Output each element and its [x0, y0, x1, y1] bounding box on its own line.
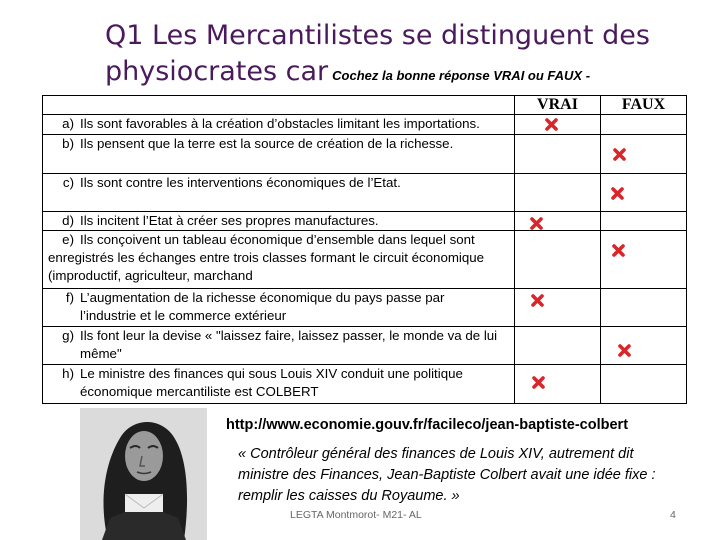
- question-line: [48, 365, 510, 383]
- question-text: Ils pensent que la terre est la source de création de la richesse.: [80, 135, 454, 151]
- table-row: [43, 115, 687, 135]
- footer-text: LEGTA Montmorot- M21- AL: [290, 509, 422, 521]
- question-cell: [43, 288, 515, 326]
- cross-mark-icon: [531, 294, 544, 307]
- question-line: [48, 327, 510, 345]
- instruction-text: Cochez la bonne réponse VRAI ou FAUX -: [332, 68, 591, 83]
- faux-cell[interactable]: [601, 288, 687, 326]
- vrai-cell[interactable]: [515, 173, 601, 211]
- question-cell: [43, 134, 515, 173]
- question-cell: [43, 173, 515, 211]
- source-url[interactable]: http://www.economie.gouv.fr/facileco/jean-baptiste-colbert: [226, 417, 629, 433]
- cross-mark-icon: [530, 217, 543, 230]
- question-line: même": [80, 345, 122, 361]
- question-line: [48, 231, 510, 249]
- header-faux: FAUX: [601, 96, 687, 115]
- question-cell: [43, 231, 515, 289]
- table-row: [43, 134, 687, 173]
- question-text: Le ministre des finances qui sous Louis XIV conduit une politique: [80, 365, 463, 381]
- vrai-cell[interactable]: [515, 364, 601, 403]
- question-line: [48, 289, 510, 307]
- vrai-cell[interactable]: [515, 326, 601, 364]
- question-cell: [43, 211, 515, 231]
- title-line-1: Q1 Les Mercantilistes se distinguent des: [105, 20, 650, 51]
- question-letter: f): [65, 289, 74, 305]
- question-letter: e): [62, 232, 74, 248]
- question-line: [48, 212, 510, 230]
- question-text: Ils sont favorables à la création d’obstacles limitant les importations.: [80, 116, 480, 131]
- question-cell: [43, 115, 515, 135]
- table-header-row: [43, 96, 687, 115]
- portrait-image: [80, 408, 207, 540]
- question-line: [48, 135, 510, 153]
- slide-title: [105, 18, 705, 94]
- table-row: [43, 231, 687, 289]
- question-cell: [43, 326, 515, 364]
- cross-mark-icon: [545, 118, 558, 131]
- question-text: Ils font leur la devise « "laissez faire, laissez passer, le monde va de lui: [80, 327, 498, 343]
- vrai-cell[interactable]: [515, 134, 601, 173]
- table-row: [43, 364, 687, 403]
- question-letter: g): [62, 327, 74, 343]
- title-line-2-text: physiocrates car: [105, 56, 329, 87]
- question-letter: c): [62, 174, 74, 190]
- question-letter: b): [62, 135, 74, 151]
- question-cell: [43, 364, 515, 403]
- page-number: 4: [670, 509, 676, 521]
- vrai-cell[interactable]: [515, 211, 601, 231]
- faux-cell[interactable]: [601, 326, 687, 364]
- header-question: [43, 96, 515, 115]
- question-line: économique mercantiliste est COLBERT: [80, 383, 319, 399]
- question-text: Ils sont contre les interventions économiques de l’Etat.: [80, 174, 401, 190]
- cross-mark-icon: [613, 148, 626, 161]
- table-row: [43, 173, 687, 211]
- vrai-cell[interactable]: [515, 288, 601, 326]
- cross-mark-icon: [532, 376, 545, 389]
- header-vrai: VRAI: [515, 96, 601, 115]
- table-row: [43, 288, 687, 326]
- title-line-2: [105, 54, 705, 94]
- vrai-cell[interactable]: [515, 115, 601, 135]
- colbert-portrait: [80, 408, 207, 540]
- question-table: [42, 95, 687, 404]
- cross-mark-icon: [612, 244, 625, 257]
- faux-cell[interactable]: [601, 364, 687, 403]
- question-line: enregistrés les échanges entre trois classes formant le circuit économique: [48, 250, 485, 266]
- faux-cell[interactable]: [601, 173, 687, 211]
- cross-mark-icon: [618, 344, 631, 357]
- question-letter: a): [62, 116, 74, 131]
- faux-cell[interactable]: [601, 134, 687, 173]
- question-text: L’augmentation de la richesse économique du pays passe par: [80, 289, 445, 305]
- colbert-quote: « Contrôleur général des finances de Louis XIV, autrement dit ministre des Finances, Jean-Baptiste Colbert avait une idée fixe : remplir les caisses du Royaume. »: [238, 446, 656, 504]
- question-line: [48, 115, 510, 133]
- question-text: Ils conçoivent un tableau économique d’ensemble dans lequel sont: [80, 232, 475, 248]
- faux-cell[interactable]: [601, 211, 687, 231]
- vrai-cell[interactable]: [515, 231, 601, 289]
- table-row: [43, 326, 687, 364]
- question-text: Ils incitent l’Etat à créer ses propres manufactures.: [80, 212, 379, 228]
- question-letter: d): [62, 212, 74, 228]
- question-letter: h): [62, 365, 74, 381]
- faux-cell[interactable]: [601, 115, 687, 135]
- question-line: [48, 174, 510, 192]
- faux-cell[interactable]: [601, 231, 687, 289]
- question-line: (improductif, agriculteur, marchand: [48, 268, 253, 284]
- table-row: [43, 211, 687, 231]
- cross-mark-icon: [611, 187, 624, 200]
- question-line: l’industrie et le commerce extérieur: [80, 307, 287, 323]
